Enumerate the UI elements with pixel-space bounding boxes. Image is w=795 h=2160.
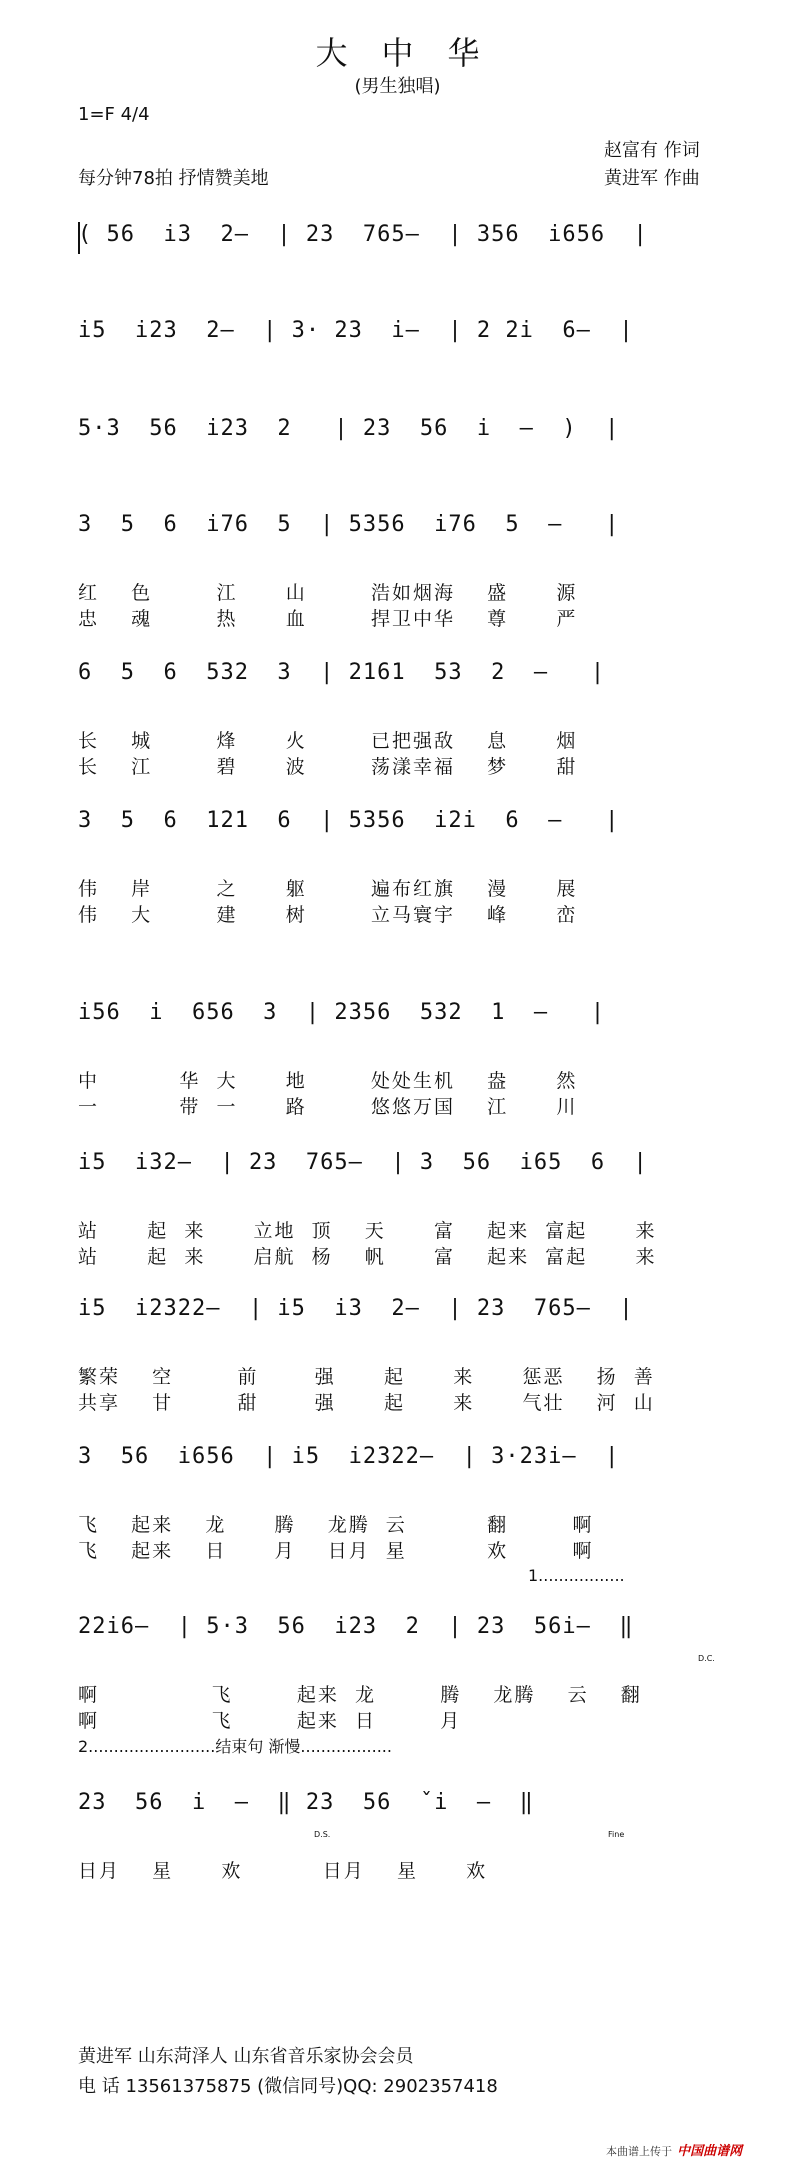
lyricist-credit: 赵富有 作词 bbox=[604, 140, 700, 161]
notation-line: i5 i32— | 23 765— | 3 56 i65 6 | bbox=[78, 1150, 648, 1175]
notation-line: 3 56 i656 | i5 i2322— | 3·23i— | bbox=[78, 1444, 620, 1469]
lyric-verse-2: 共享 甘 甜 强 起 来 气壮 河 山 bbox=[78, 1392, 655, 1414]
lyric-verse-1: 长 城 烽 火 已把强敌 息 烟 bbox=[78, 730, 578, 752]
notation-line: 23 56 i — ‖ 23 56 ˇi — ‖ bbox=[78, 1790, 534, 1815]
first-ending-bracket: 1................. bbox=[528, 1566, 625, 1585]
ds-mark: D.S. bbox=[314, 1830, 331, 1839]
lyric-verse-1: 中 华 大 地 处处生机 盎 然 bbox=[78, 1070, 578, 1092]
notation-line: i56 i 656 3 | 2356 532 1 — | bbox=[78, 1000, 606, 1025]
lyric-verse-2: 站 起 来 启航 杨 帆 富 起来 富起 来 bbox=[78, 1246, 657, 1268]
second-ending-bracket: 2.........................结束句 渐慢.................. bbox=[78, 1737, 392, 1756]
song-title: 大中华 bbox=[315, 34, 514, 72]
notation-line: 6 5 6 532 3 | 2161 53 2 — | bbox=[78, 660, 606, 685]
notation-line: 3 5 6 121 6 | 5356 i2i 6 — | bbox=[78, 808, 620, 833]
fine-mark: Fine bbox=[608, 1830, 625, 1839]
lyric-verse-2: 啊 飞 起来 日 月 bbox=[78, 1710, 462, 1732]
lyric-verse-1: 伟 岸 之 躯 遍布红旗 漫 展 bbox=[78, 878, 578, 900]
lyric-verse-1: 飞 起来 龙 腾 龙腾 云 翻 啊 bbox=[78, 1514, 594, 1536]
notation-line: i5 i2322— | i5 i3 2— | 23 765— | bbox=[78, 1296, 634, 1321]
notation-line: 5·3 56 i23 2 | 23 56 i — ) | bbox=[78, 416, 620, 441]
key-meter: 1=F 4/4 bbox=[78, 104, 150, 125]
lyric-verse-1: 站 起 来 立地 顶 天 富 起来 富起 来 bbox=[78, 1220, 657, 1242]
song-subtitle: (男生独唱) bbox=[354, 76, 441, 97]
notation-line: 22i6— | 5·3 56 i23 2 | 23 56i— ‖ bbox=[78, 1614, 634, 1639]
lyric-verse-1: 啊 飞 起来 龙 腾 龙腾 云 翻 bbox=[78, 1684, 642, 1706]
notation-line: 3 5 6 i76 5 | 5356 i76 5 — | bbox=[78, 512, 620, 537]
footer-contact: 电 话 13561375875 (微信同号)QQ: 2902357418 bbox=[78, 2076, 498, 2097]
tempo-marking: 每分钟78拍 抒情赞美地 bbox=[78, 168, 269, 189]
lyric-verse-2: 长 江 碧 波 荡漾幸福 梦 甜 bbox=[78, 756, 578, 778]
watermark-site-logo: 中国曲谱网 bbox=[677, 2144, 743, 2159]
lyric-verse-2: 飞 起来 日 月 日月 星 欢 啊 bbox=[78, 1540, 594, 1562]
watermark bbox=[606, 2140, 742, 2159]
notation-line: ( 56 i3 2— | 23 765— | 356 i656 | bbox=[78, 222, 648, 247]
lyric-verse-1: 红 色 江 山 浩如烟海 盛 源 bbox=[78, 582, 578, 604]
composer-credit: 黄进军 作曲 bbox=[604, 168, 700, 189]
lyric-verse-2: 一 带 一 路 悠悠万国 江 川 bbox=[78, 1096, 578, 1118]
lyric-verse-2: 忠 魂 热 血 捍卫中华 尊 严 bbox=[78, 608, 578, 630]
notation-line: i5 i23 2— | 3· 23 i— | 2 2i 6— | bbox=[78, 318, 634, 343]
lyric-verse-1: 繁荣 空 前 强 起 来 惩恶 扬 善 bbox=[78, 1366, 655, 1388]
lyric-line: 日月 星 欢 日月 星 欢 bbox=[78, 1860, 488, 1882]
dc-mark: D.C. bbox=[698, 1654, 715, 1663]
lyric-verse-2: 伟 大 建 树 立马寰宇 峰 峦 bbox=[78, 904, 578, 926]
footer-composer-info: 黄进军 山东菏泽人 山东省音乐家协会会员 bbox=[78, 2046, 414, 2067]
watermark-upload-text: 本曲谱上传于 bbox=[606, 2145, 672, 2158]
